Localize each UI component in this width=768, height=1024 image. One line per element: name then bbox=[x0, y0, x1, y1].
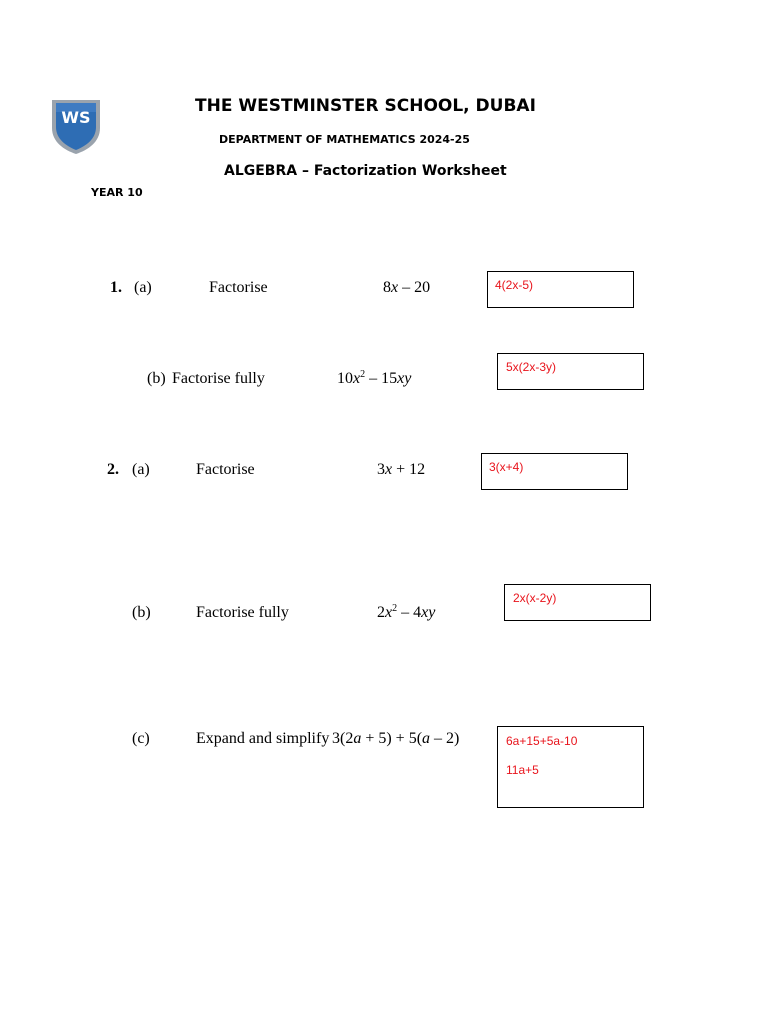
q2b-expression: $2x^2 - 4xy$ bbox=[377, 603, 436, 621]
q2a-expression: 3x + 12 bbox=[377, 461, 426, 478]
q1a-expression: 8x – 20 bbox=[383, 279, 431, 296]
worksheet-title: ALGEBRA – Factorization Worksheet bbox=[224, 163, 507, 179]
school-logo bbox=[50, 98, 102, 156]
q2c-answer-line2: 11a+5 bbox=[506, 763, 539, 777]
logo-text: WS bbox=[61, 108, 91, 127]
q1a-answer: 4(2x-5) bbox=[495, 278, 534, 292]
q2b-answer: 2x(x-2y) bbox=[513, 591, 557, 605]
q1b-instruction: Factorise fully bbox=[172, 370, 265, 387]
q1a-instruction: Factorise bbox=[209, 279, 268, 296]
q2c-answer-line1: 6a+15+5a-10 bbox=[506, 734, 578, 748]
q2c-instruction: Expand and simplify bbox=[196, 730, 330, 747]
q2b-instruction: Factorise fully bbox=[196, 604, 289, 621]
q1a-part: (a) bbox=[134, 279, 152, 296]
q2-number: 2. bbox=[107, 461, 119, 478]
q1b-expression: $10x^2 - 15xy$ bbox=[337, 369, 412, 387]
q2c-part: (c) bbox=[132, 730, 150, 747]
q2a-answer: 3(x+4) bbox=[489, 460, 524, 474]
q2a-instruction: Factorise bbox=[196, 461, 255, 478]
q2b-part: (b) bbox=[132, 604, 151, 621]
school-name: THE WESTMINSTER SCHOOL, DUBAI bbox=[195, 96, 536, 116]
q1-number: 1. bbox=[110, 279, 122, 296]
department-title: DEPARTMENT OF MATHEMATICS 2024-25 bbox=[219, 133, 470, 146]
q1b-answer: 5x(2x-3y) bbox=[506, 360, 557, 374]
q1b-part: (b) bbox=[147, 370, 166, 387]
q2c-expression: 3(2a + 5) + 5(a – 2) bbox=[332, 730, 460, 747]
q2a-part: (a) bbox=[132, 461, 150, 478]
year-label: YEAR 10 bbox=[91, 186, 143, 199]
